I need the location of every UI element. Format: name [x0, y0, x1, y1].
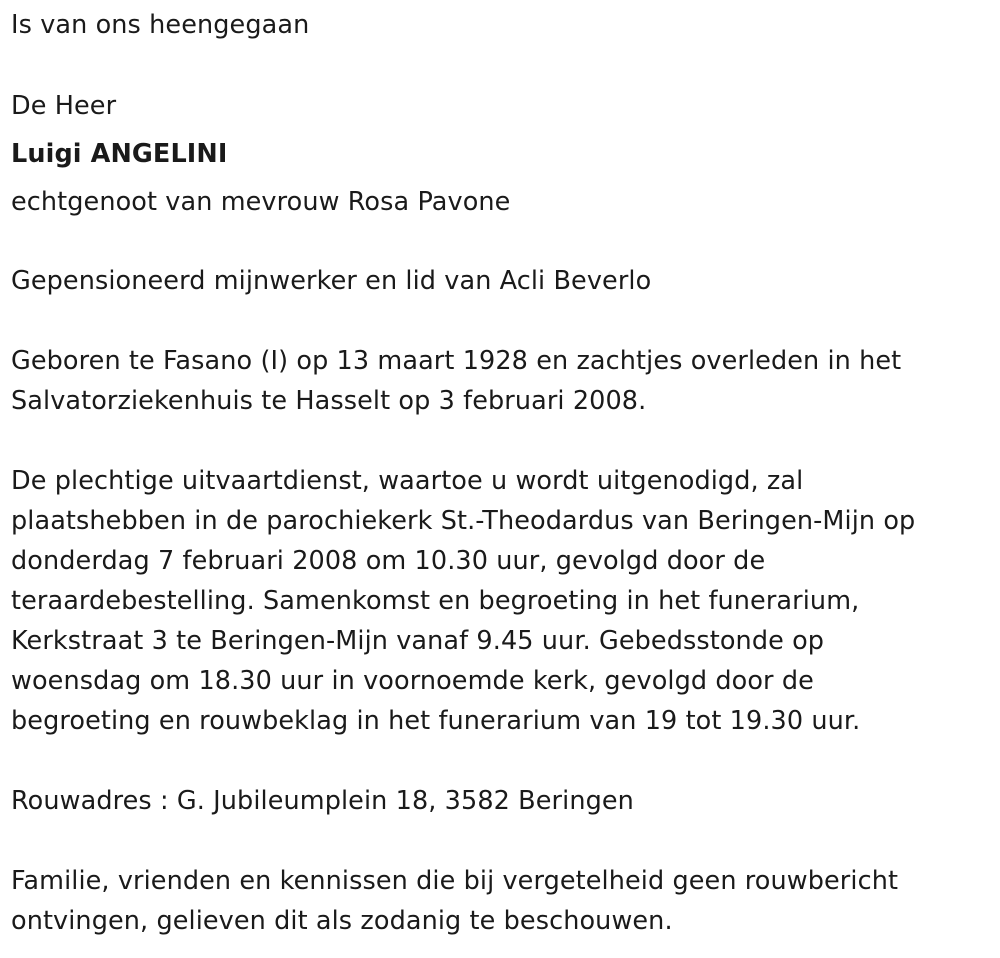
- service-line-6: woensdag om 18.30 uur in voornoemde kerk, gevolgd door de: [11, 666, 814, 696]
- occupation-text: Gepensioneerd mijnwerker en lid van Acli Beverlo: [11, 266, 652, 296]
- service-line-7: begroeting en rouwbeklag in het funerarium van 19 tot 19.30 uur.: [11, 706, 861, 736]
- deceased-name: Luigi ANGELINI: [11, 139, 228, 169]
- service-line-4: teraardebestelling. Samenkomst en begroeting in het funerarium,: [11, 586, 860, 616]
- address-text: Rouwadres : G. Jubileumplein 18, 3582 Beringen: [11, 786, 634, 816]
- birth-death-line-2: Salvatorziekenhuis te Hasselt op 3 februari 2008.: [11, 386, 647, 416]
- salutation-text: De Heer: [11, 91, 117, 121]
- closing-line-1: Familie, vrienden en kennissen die bij vergetelheid geen rouwbericht: [11, 866, 899, 896]
- birth-death-line-1: Geboren te Fasano (I) op 13 maart 1928 en zachtjes overleden in het: [11, 346, 902, 376]
- spouse-text: echtgenoot van mevrouw Rosa Pavone: [11, 187, 511, 217]
- intro-text: Is van ons heengegaan: [11, 10, 310, 40]
- closing-line-2: ontvingen, gelieven dit als zodanig te beschouwen.: [11, 906, 673, 936]
- service-line-3: donderdag 7 februari 2008 om 10.30 uur, gevolgd door de: [11, 546, 766, 576]
- service-line-2: plaatshebben in de parochiekerk St.-Theodardus van Beringen-Mijn op: [11, 506, 916, 536]
- service-line-5: Kerkstraat 3 te Beringen-Mijn vanaf 9.45 uur. Gebedsstonde op: [11, 626, 825, 656]
- service-line-1: De plechtige uitvaartdienst, waartoe u wordt uitgenodigd, zal: [11, 466, 804, 496]
